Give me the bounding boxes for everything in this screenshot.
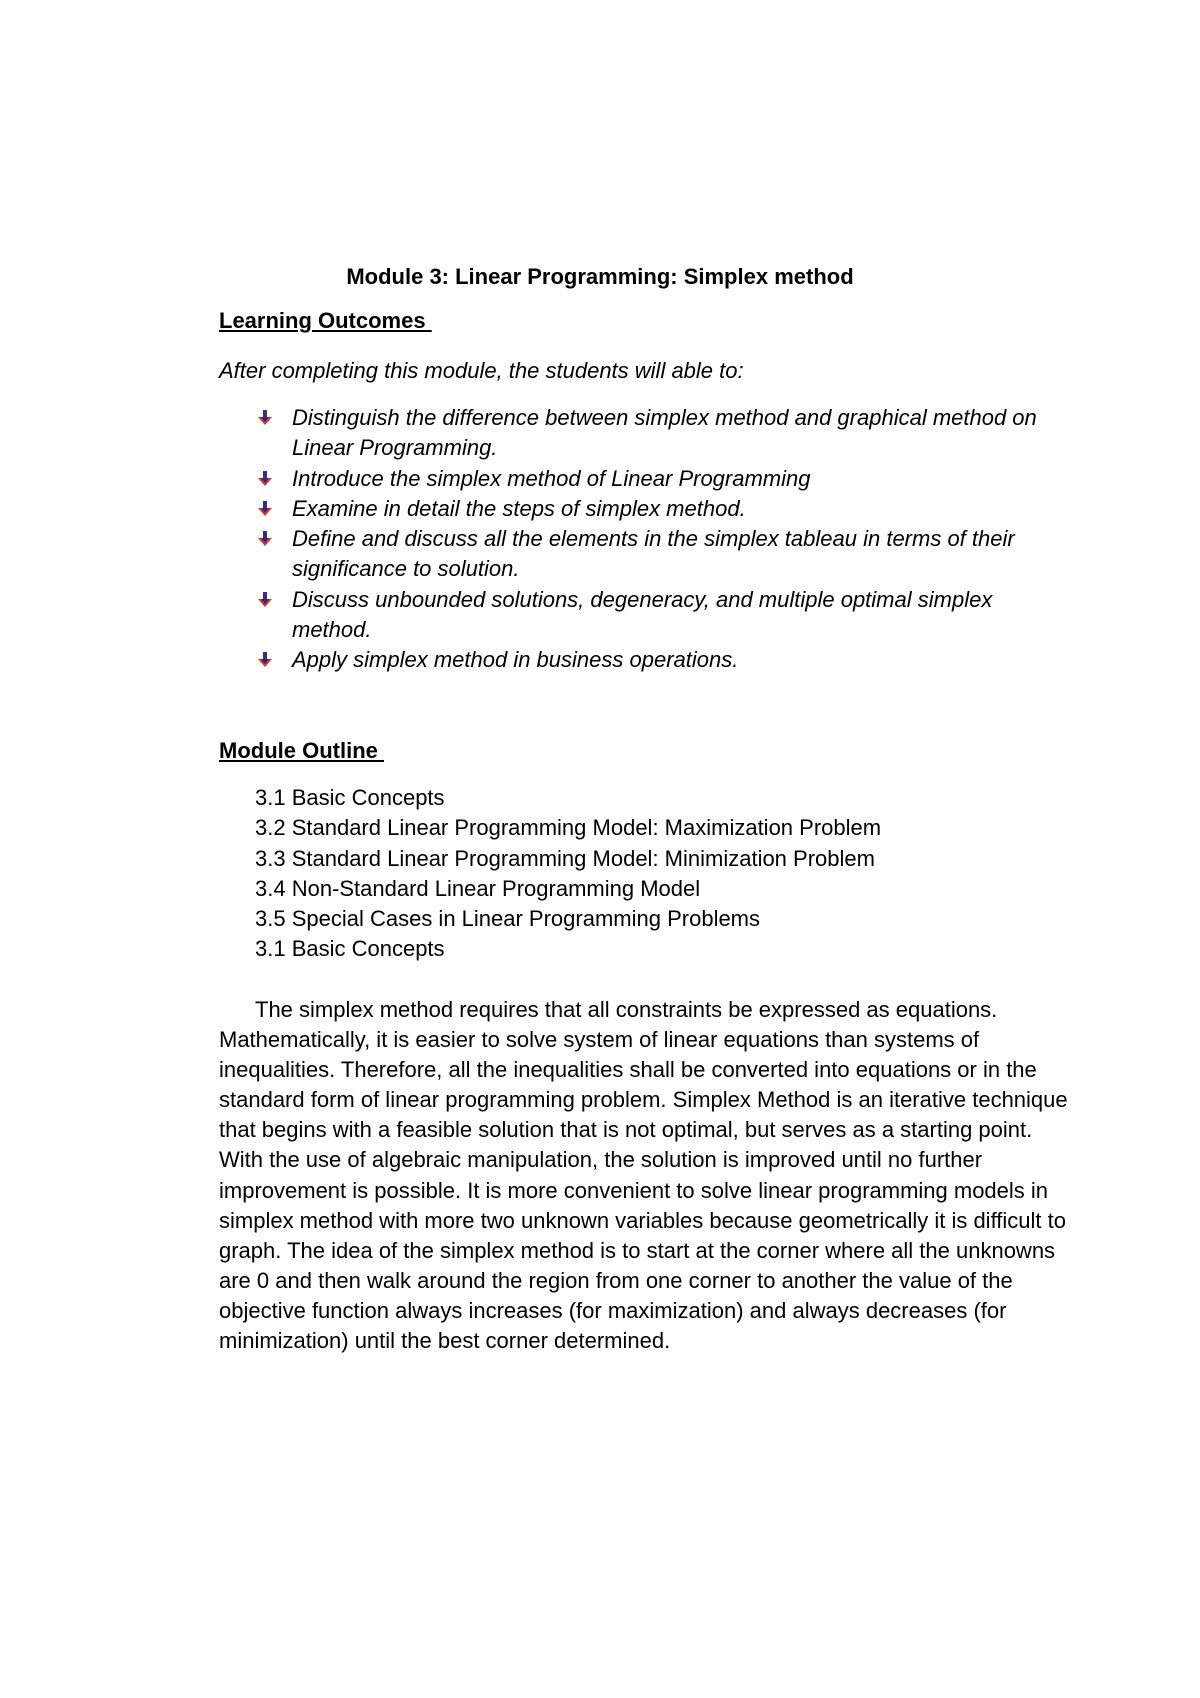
down-arrow-bullet-icon: [258, 531, 272, 547]
learning-outcomes-list: [258, 403, 1058, 676]
page-title: Module 3: Linear Programming: Simplex method: [346, 264, 854, 289]
learning-outcome-text: Apply simplex method in business operations.: [292, 647, 739, 673]
list-item: 3.3 Standard Linear Programming Model: Minimization Problem: [255, 845, 875, 871]
learning-outcome-text: Examine in detail the steps of simplex method.: [292, 495, 746, 521]
learning-outcome-text: Discuss unbounded solutions, degeneracy, and multiple optimal simplex method.: [292, 586, 993, 643]
learning-outcome-text: Distinguish the difference between simplex method and graphical method on Linear Programming.: [292, 405, 1037, 461]
list-item: 3.1 Basic Concepts: [255, 936, 445, 962]
down-arrow-bullet-icon: [258, 592, 272, 608]
learning-outcomes-intro: After completing this module, the students will able to:: [219, 358, 744, 383]
list-item: [258, 403, 1058, 464]
list-item: [258, 645, 1058, 675]
list-item: 3.5 Special Cases in Linear Programming Problems: [255, 906, 761, 932]
list-item: [258, 585, 1058, 646]
list-item: [258, 524, 1058, 585]
list-item: 3.1 Basic Concepts: [255, 785, 445, 810]
down-arrow-bullet-icon: [258, 652, 272, 668]
list-item: [258, 464, 1058, 494]
list-item: [258, 494, 1058, 524]
learning-outcome-text: Introduce the simplex method of Linear Programming: [292, 465, 811, 491]
down-arrow-bullet-icon: [258, 410, 272, 426]
module-outline-list: [255, 783, 881, 965]
down-arrow-bullet-icon: [258, 501, 272, 517]
down-arrow-bullet-icon: [258, 471, 272, 487]
list-item: 3.2 Standard Linear Programming Model: Maximization Problem: [255, 815, 882, 841]
list-item: 3.4 Non-Standard Linear Programming Model: [255, 875, 701, 901]
body-paragraph: The simplex method requires that all constraints be expressed as equations. Mathematically, it is easier to solve system of linear equations than systems of inequalities. Therefore, all the inequalities shall be converted into equations or in the standard form of linear programming problem. Simplex Method is an iterative technique that begins with a feasible solution that is not optimal, but serves as a starting point. With the use of algebraic manipulation, the solution is improved until no further improvement is possible. It is more convenient to solve linear programming models in simplex method with more two unknown variables because geometrically it is difficult to graph. The idea of the simplex method is to start at the corner where all the unknowns are 0 and then walk around the region from one corner to another the value of the objective function always increases (for maximization) and always decreases (for minimization) until the best corner determined.: [219, 997, 1068, 1354]
learning-outcomes-heading: Learning Outcomes: [219, 308, 432, 333]
module-outline-heading: Module Outline: [219, 738, 384, 763]
learning-outcome-text: Define and discuss all the elements in the simplex tableau in terms of their significance to solution.: [292, 526, 1015, 582]
